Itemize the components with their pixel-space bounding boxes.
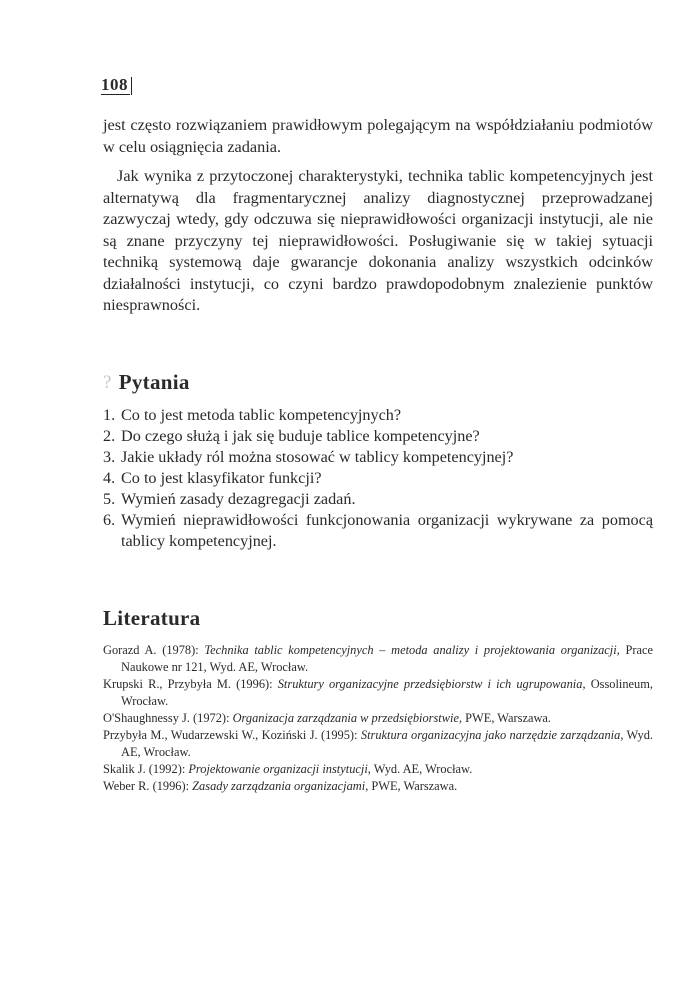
literature-item xyxy=(103,778,653,795)
literature-title: Zasady zarządzania organizacjami xyxy=(192,779,366,793)
literature-author: Skalik J. (1992): xyxy=(103,762,189,776)
literature-title: Technika tablic kompetencyjnych – metoda analizy i projektowania organizacji xyxy=(204,643,617,657)
question-number: 4. xyxy=(103,469,116,487)
question-item xyxy=(103,426,653,447)
page-number: 108 xyxy=(101,75,128,94)
question-text: Do czego służą i jak się buduje tablice kompetencyjne? xyxy=(121,427,480,445)
literature-heading: Literatura xyxy=(103,606,201,630)
question-mark-icon: ? xyxy=(103,372,112,393)
literature-publisher: , Prace Naukowe nr 121, Wyd. AE, Wrocław. xyxy=(121,643,653,674)
question-text: Co to jest metoda tablic kompetencyjnych? xyxy=(121,406,402,424)
literature-publisher: , PWE, Warszawa. xyxy=(458,711,551,725)
questions-list xyxy=(103,405,653,552)
paragraph-2: Jak wynika z przytoczonej charakterystyki, technika tablic kompetencyjnych jest alternatywą dla fragmentarycznej analizy diagnostycznej przeprowadzanej zazwyczaj wtedy, gdy odczuwa się nieprawidłowości organizacji instytucji, ale nie są znane przyczyny tej nieprawidłowości. Posługiwanie się w takiej sytuacji techniką systemową daje gwarancje dokonania analizy wszystkich odcinków działalności instytucji, co czyni bardzo prawdopodobnym znalezienie punktów niesprawności. xyxy=(103,166,653,314)
literature-author: Weber R. (1996): xyxy=(103,779,193,793)
question-text: Wymień zasady dezagregacji zadań. xyxy=(121,490,356,508)
question-item xyxy=(103,510,653,552)
literature-title: Organizacja zarządzania w przedsiębiorstwie xyxy=(232,711,459,725)
literature-author: Gorazd A. (1978): xyxy=(103,643,205,657)
literature-item xyxy=(103,676,653,710)
literature-publisher: , PWE, Warszawa. xyxy=(365,779,458,793)
literature-publisher: , Wyd. AE, Wrocław. xyxy=(367,762,473,776)
literature-list xyxy=(103,642,653,795)
literature-publisher: , Ossolineum, Wrocław. xyxy=(121,677,653,708)
question-item xyxy=(103,489,653,510)
question-number: 2. xyxy=(103,427,116,445)
question-item xyxy=(103,447,653,468)
question-text: Wymień nieprawidłowości funkcjonowania organizacji wykrywane za pomocą tablicy kompetencyjnej. xyxy=(121,511,653,550)
literature-author: O'Shaughnessy J. (1972): xyxy=(103,711,233,725)
question-number: 1. xyxy=(103,406,116,424)
literature-author: Krupski R., Przybyła M. (1996): xyxy=(103,677,278,691)
literature-item xyxy=(103,642,653,676)
question-item xyxy=(103,468,653,489)
question-number: 5. xyxy=(103,490,116,508)
question-number: 6. xyxy=(103,511,116,529)
literature-title: Projektowanie organizacji instytucji xyxy=(188,762,368,776)
question-text: Co to jest klasyfikator funkcji? xyxy=(121,469,322,487)
literature-item xyxy=(103,761,653,778)
literature-item xyxy=(103,727,653,761)
literature-title: Struktury organizacyjne przedsiębiorstw i ich ugrupowania xyxy=(277,677,583,691)
question-item xyxy=(103,405,653,426)
literature-item xyxy=(103,710,653,727)
questions-heading xyxy=(103,370,190,395)
paragraph-1: jest często rozwiązaniem prawidłowym polegającym na współdziałaniu podmiotów w celu osiągnięcia zadania. xyxy=(103,115,653,156)
body-text xyxy=(103,114,653,316)
question-text: Jakie układy ról można stosować w tablicy kompetencyjnej? xyxy=(121,448,514,466)
question-number: 3. xyxy=(103,448,116,466)
literature-publisher: , Wyd. AE, Wrocław. xyxy=(121,728,653,759)
literature-author: Przybyła M., Wudarzewski W., Koziński J. (1995): xyxy=(103,728,361,742)
literature-title: Struktura organizacyjna jako narzędzie zarządzania xyxy=(360,728,621,742)
questions-heading-text: Pytania xyxy=(118,370,190,394)
